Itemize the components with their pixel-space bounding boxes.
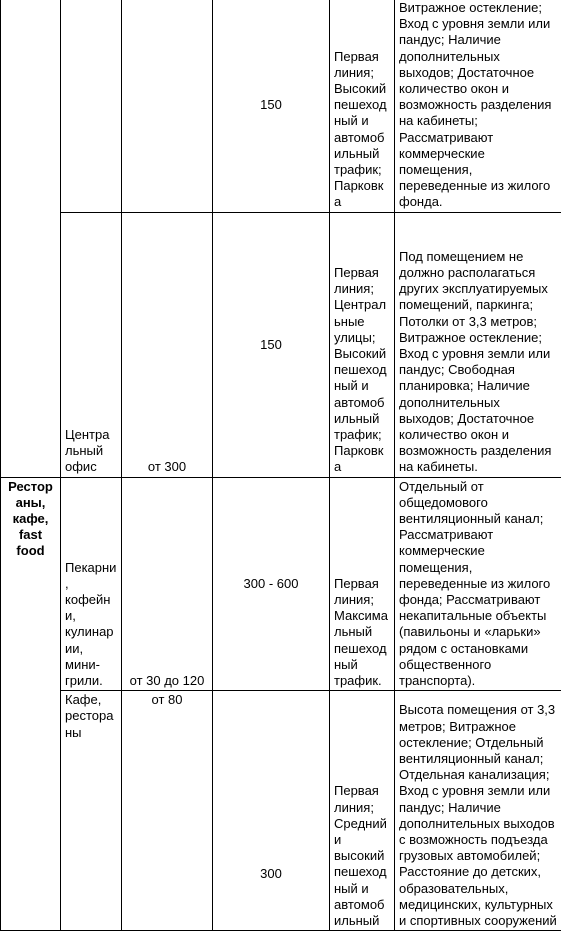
requirements-cell: Отдельный от общедомового вентиляционный канал; Рассматривают коммерческие помещения, переведенные из жилого фонда; Рассматривают некапитальные объекты (павильоны и «ларьки» рядом с остановками общественного транспорта). xyxy=(395,477,561,691)
type-cell: Центральный офис xyxy=(61,212,122,477)
area-cell xyxy=(122,0,213,212)
rent-cell: 300 - 600 xyxy=(213,477,330,691)
requirements-cell: Под помещением не должно располагаться других эксплуатируемых помещений, паркинга; Потолки от 3,3 метров; Витражное остекление; Вход с уровня земли или пандус; Свободная планировка; Наличие дополнительных выходов; Достаточное количество окон и возможность разделения на кабинеты. xyxy=(395,212,561,477)
category-cell: Рестораны, кафе, fast food xyxy=(1,477,61,931)
category-cell-empty xyxy=(1,0,61,477)
table-row xyxy=(1,0,561,212)
location-cell: Первая линия; Центральные улицы; Высокий пешеходный и автомобильный трафик; Парковка xyxy=(330,212,395,477)
area-cell: от 30 до 120 xyxy=(122,477,213,691)
rent-cell: 150 xyxy=(213,212,330,477)
table-row xyxy=(1,477,561,691)
type-cell: Кафе, рестораны xyxy=(61,691,122,931)
location-cell: Первая линия; Максимальный пешеходный трафик. xyxy=(330,477,395,691)
requirements-cell: Высота помещения от 3,3 метров; Витражное остекление; Отдельный вентиляционный канал; Отдельная канализация; Вход с уровня земли или пандус; Наличие дополнительных выходов с возможность подъезда грузовых автомобилей; Расстояние до детских, образовательных, медицинских, культурных и спортивных сооружений xyxy=(395,691,561,931)
rent-cell: 150 xyxy=(213,0,330,212)
type-cell: Пекарни, кофейни, кулинарии, мини-грили. xyxy=(61,477,122,691)
table-row xyxy=(1,212,561,477)
area-cell: от 80 xyxy=(122,691,213,931)
type-cell xyxy=(61,0,122,212)
location-cell: Первая линия; Средний и высокий пешеходный и автомобильный xyxy=(330,691,395,931)
area-cell: от 300 xyxy=(122,212,213,477)
rent-cell: 300 xyxy=(213,691,330,931)
requirements-cell: Витражное остекление; Вход с уровня земли или пандус; Наличие дополнительных выходов; Достаточное количество окон и возможность разделения на кабинеты; Рассматривают коммерческие помещения, переведенные из жилого фонда. xyxy=(395,0,561,212)
location-cell: Первая линия; Высокий пешеходный и автомобильный трафик; Парковка xyxy=(330,0,395,212)
table-row xyxy=(1,691,561,931)
